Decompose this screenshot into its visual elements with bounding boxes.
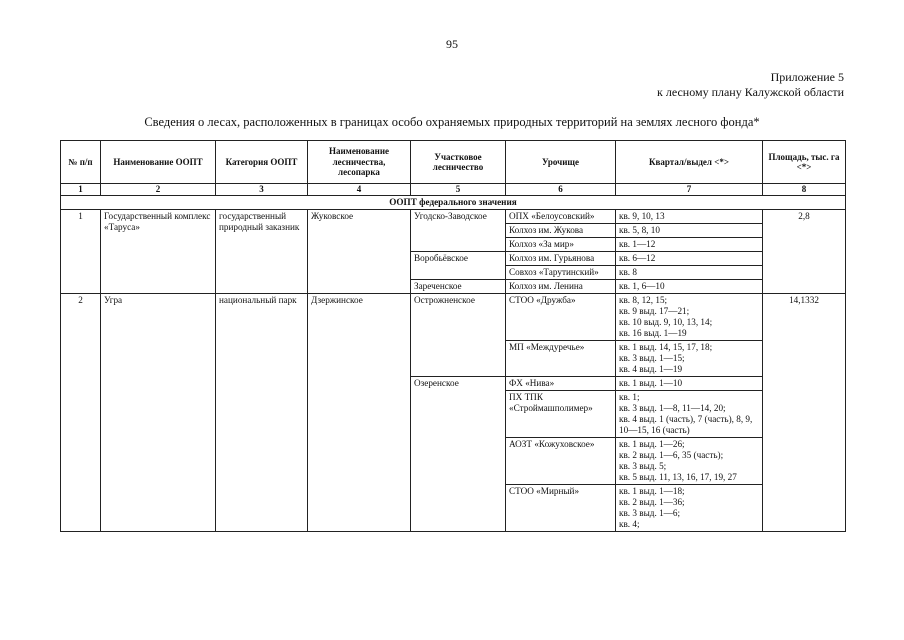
table-row (61, 293, 846, 340)
appendix-line-2: к лесному плану Калужской области (657, 85, 844, 99)
section-title: ООПТ федерального значения (61, 195, 846, 209)
quarter-cell: кв. 9, 10, 13 (616, 209, 763, 223)
column-number: 6 (506, 184, 616, 196)
header-cell-area: Площадь, тыс. га <*> (763, 141, 846, 184)
quarter-cell (616, 340, 763, 376)
header-cell-oopt-category: Категория ООПТ (216, 141, 308, 184)
district-forestry: Зареченское (411, 279, 506, 293)
tract-name: Колхоз им. Ленина (506, 279, 616, 293)
quarter-cell (616, 437, 763, 484)
page-number: 95 (446, 37, 458, 51)
quarter-cell: кв. 5, 8, 10 (616, 223, 763, 237)
tract-name: Колхоз им. Жукова (506, 223, 616, 237)
quarter-cell (616, 293, 763, 340)
tract-name: ФХ «Нива» (506, 376, 616, 390)
column-number: 7 (616, 184, 763, 196)
area-value: 2,8 (763, 209, 846, 293)
quarter-cell (616, 376, 763, 390)
header-cell-district-forestry: Участковое лесничество (411, 141, 506, 184)
section-row (61, 195, 846, 209)
quarter-line: кв. 4 выд. 1 (часть), 7 (часть), 8, 9, 10—15, 16 (часть) (619, 413, 753, 435)
row-number: 1 (61, 209, 101, 293)
table-row (61, 209, 846, 223)
quarter-line: кв. 1 выд. 1—26; (619, 438, 685, 449)
quarter-cell (616, 484, 763, 531)
quarter-cell (616, 390, 763, 437)
tract-name: Совхоз «Тарутинский» (506, 265, 616, 279)
quarter-line: кв. 4 выд. 1—19 (619, 363, 683, 374)
quarter-cell: кв. 1—12 (616, 237, 763, 251)
quarter-line: кв. 1; (619, 391, 640, 402)
row-number: 2 (61, 293, 101, 531)
tract-name: ПХ ТПК «Строймашполимер» (506, 390, 616, 437)
quarter-line: кв. 4; (619, 518, 640, 529)
forestry-name: Жуковское (308, 209, 411, 293)
quarter-line: кв. 2 выд. 1—36; (619, 496, 685, 507)
column-number: 8 (763, 184, 846, 196)
header-row (61, 141, 846, 184)
tract-name: АОЗТ «Кожуховское» (506, 437, 616, 484)
quarter-line: кв. 9 выд. 17—21; (619, 305, 690, 316)
column-number: 1 (61, 184, 101, 196)
header-cell-number: № п/п (61, 141, 101, 184)
quarter-line: кв. 3 выд. 1—6; (619, 507, 680, 518)
oopt-name: Угра (101, 293, 216, 531)
quarter-line: кв. 1 выд. 1—10 (619, 377, 683, 388)
district-forestry: Острожненское (411, 293, 506, 376)
district-forestry: Озеренское (411, 376, 506, 531)
quarter-line: кв. 5 выд. 11, 13, 16, 17, 19, 27 (619, 471, 737, 482)
tract-name: Колхоз им. Гурьянова (506, 251, 616, 265)
header-cell-quarter: Квартал/выдел <*> (616, 141, 763, 184)
quarter-line: кв. 10 выд. 9, 10, 13, 14; (619, 316, 713, 327)
column-number: 5 (411, 184, 506, 196)
tract-name: ОПХ «Белоусовский» (506, 209, 616, 223)
appendix-line-1: Приложение 5 (770, 70, 844, 84)
column-number: 2 (101, 184, 216, 196)
quarter-cell: кв. 1, 6—10 (616, 279, 763, 293)
oopt-category: государственный природный заказник (216, 209, 308, 293)
district-forestry: Угодско-Заводское (411, 209, 506, 251)
district-forestry: Воробьёвское (411, 251, 506, 279)
quarter-line: кв. 3 выд. 1—8, 11—14, 20; (619, 402, 726, 413)
document-title: Сведения о лесах, расположенных в границах особо охраняемых природных территорий на землях лесного фонда* (144, 115, 760, 129)
appendix-caption (657, 70, 844, 100)
header-cell-forestry: Наименование лесничества, лесопарка (308, 141, 411, 184)
quarter-line: кв. 1 выд. 14, 15, 17, 18; (619, 341, 713, 352)
quarter-line: кв. 16 выд. 1—19 (619, 327, 687, 338)
quarter-line: кв. 2 выд. 1—6, 35 (часть); (619, 449, 724, 460)
tract-name: МП «Междуречье» (506, 340, 616, 376)
quarter-cell: кв. 8 (616, 265, 763, 279)
oopt-category: национальный парк (216, 293, 308, 531)
quarter-line: кв. 8, 12, 15; (619, 294, 668, 305)
quarter-line: кв. 3 выд. 1—15; (619, 352, 685, 363)
header-cell-tract: Урочище (506, 141, 616, 184)
quarter-line: кв. 1 выд. 1—18; (619, 485, 685, 496)
quarter-cell: кв. 6—12 (616, 251, 763, 265)
tract-name: Колхоз «За мир» (506, 237, 616, 251)
protected-forests-table (60, 140, 846, 532)
column-number: 3 (216, 184, 308, 196)
quarter-line: кв. 3 выд. 5; (619, 460, 667, 471)
tract-name: СТОО «Мирный» (506, 484, 616, 531)
forestry-name: Дзержинское (308, 293, 411, 531)
column-number: 4 (308, 184, 411, 196)
header-cell-oopt-name: Наименование ООПТ (101, 141, 216, 184)
area-value: 14,1332 (763, 293, 846, 531)
oopt-name: Государственный комплекс «Таруса» (101, 209, 216, 293)
column-number-row (61, 184, 846, 196)
tract-name: СТОО «Дружба» (506, 293, 616, 340)
